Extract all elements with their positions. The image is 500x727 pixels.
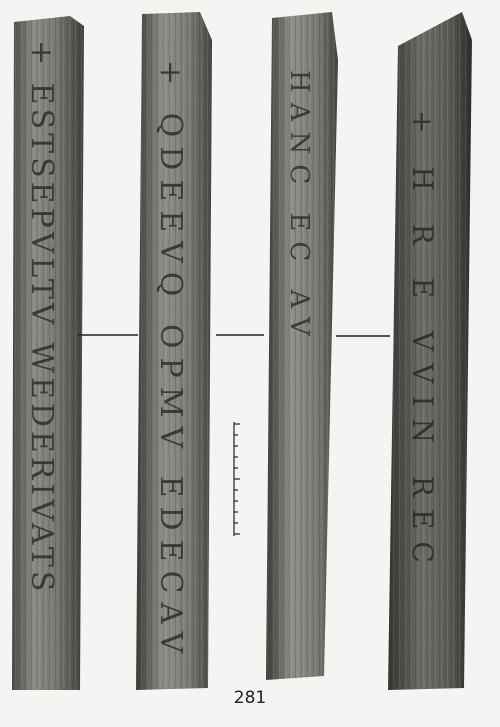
scale-bar <box>234 422 240 536</box>
stave-2-inscription: + QDEEVQ OPMV EDECAV <box>153 60 188 663</box>
stave-3-inscription: HANC EC AV <box>284 70 314 346</box>
guide-lines <box>78 335 390 336</box>
stave-1-inscription: + ESTSEPVLTV WEDERIVATS <box>24 40 59 596</box>
plate-number: 281 <box>233 688 267 708</box>
stave-4-inscription: + H R E VVIN REC <box>406 110 439 575</box>
